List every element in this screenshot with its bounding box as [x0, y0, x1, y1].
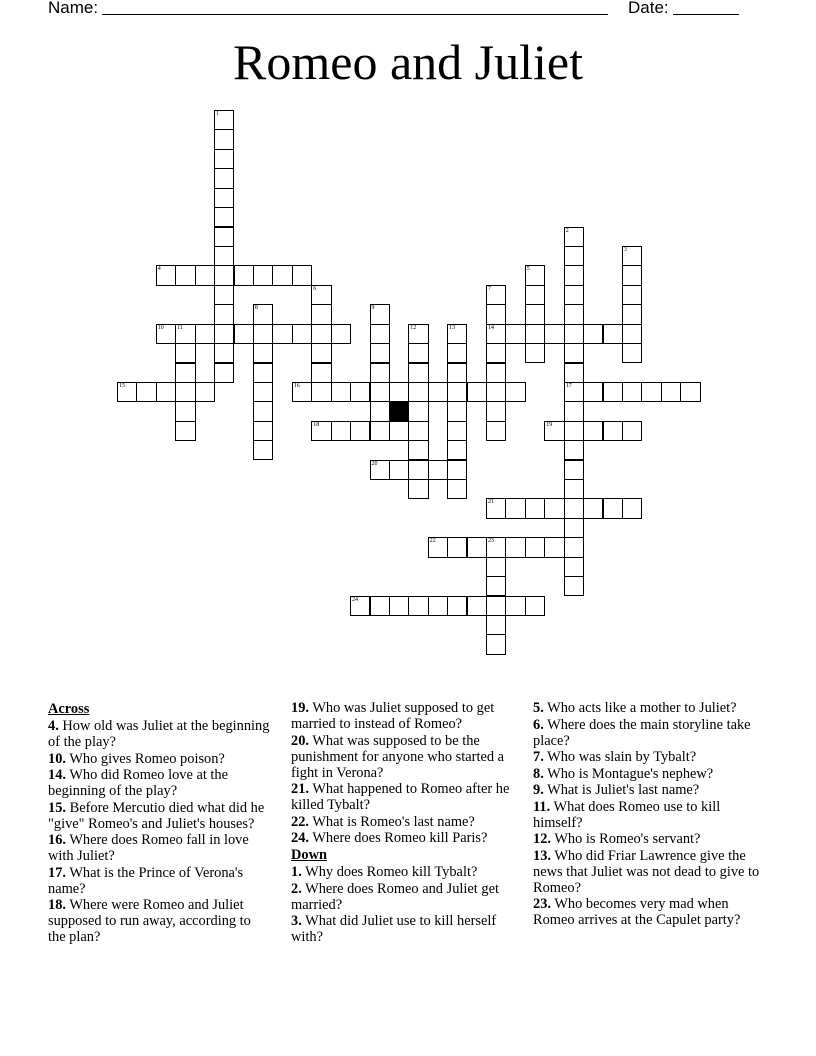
grid-cell[interactable]: [486, 557, 506, 577]
grid-cell[interactable]: [564, 576, 584, 596]
grid-cell[interactable]: [564, 246, 584, 266]
clue-number: 6.: [533, 716, 544, 733]
grid-cell[interactable]: [486, 596, 506, 616]
clue-number: 24.: [291, 830, 309, 846]
cell-number: 14: [488, 324, 494, 331]
across-heading: Across: [48, 701, 90, 717]
grid-cell[interactable]: [253, 401, 273, 421]
clue-across-16: [48, 832, 270, 864]
clue-down-11: [533, 799, 769, 831]
grid-cell[interactable]: [408, 382, 428, 402]
clue-text: What is Juliet's last name?: [547, 782, 700, 798]
clue-number: 5.: [533, 700, 544, 716]
clue-down-23: [533, 896, 769, 928]
clue-across-20: [291, 733, 527, 781]
grid-cell[interactable]: [408, 440, 428, 460]
grid-cell[interactable]: [408, 401, 428, 421]
grid-cell[interactable]: [156, 265, 176, 285]
cell-number: 18: [313, 421, 320, 428]
grid-cell[interactable]: [331, 324, 351, 344]
grid-cell[interactable]: [253, 421, 273, 441]
grid-cell[interactable]: [564, 479, 584, 499]
cell-number: 2: [565, 227, 569, 234]
grid-cell[interactable]: [447, 401, 467, 421]
grid-cell[interactable]: [350, 596, 370, 616]
grid-cell[interactable]: [505, 382, 525, 402]
clue-number: 13.: [533, 847, 551, 864]
grid-cell[interactable]: [447, 440, 467, 460]
clues-column-1: [48, 700, 270, 946]
grid-cell[interactable]: [564, 537, 584, 557]
clue-number: 11.: [533, 798, 551, 815]
grid-cell[interactable]: [447, 596, 467, 616]
grid-cell[interactable]: [583, 421, 603, 441]
grid-cell[interactable]: [486, 401, 506, 421]
cell-number: 22: [429, 538, 436, 545]
clue-number: 15.: [48, 799, 66, 816]
grid-cell[interactable]: [311, 304, 331, 324]
grid-cell[interactable]: [583, 498, 603, 518]
grid-cell[interactable]: [564, 460, 584, 480]
grid-cell[interactable]: [214, 343, 234, 363]
grid-cell[interactable]: [408, 596, 428, 616]
clue-down-7: [533, 749, 769, 765]
clue-across-15: [48, 800, 270, 832]
clue-number: 2.: [291, 880, 302, 897]
grid-cell[interactable]: [175, 363, 195, 383]
down-heading: Down: [291, 847, 327, 863]
grid-cell[interactable]: [389, 596, 409, 616]
grid-cell[interactable]: [428, 537, 448, 557]
grid-cell[interactable]: [564, 227, 584, 247]
date-label: Date:: [628, 0, 669, 17]
clue-number: 9.: [533, 782, 544, 798]
clue-number: 3.: [291, 913, 302, 929]
clue-text: Who acts like a mother to Juliet?: [547, 700, 737, 716]
grid-cell[interactable]: [486, 634, 506, 654]
grid-cell[interactable]: [214, 304, 234, 324]
cell-number: 6: [313, 285, 317, 292]
grid-cell[interactable]: [214, 188, 234, 208]
cell-number: 9: [371, 305, 375, 312]
grid-cell[interactable]: [622, 498, 642, 518]
grid-cell[interactable]: [311, 421, 331, 441]
grid-cell[interactable]: [564, 498, 584, 518]
cell-number: 10: [157, 324, 164, 331]
grid-cell[interactable]: [156, 324, 176, 344]
grid-cell[interactable]: [370, 460, 390, 480]
clue-text: What did Juliet use to kill herself with?: [291, 913, 497, 945]
grid-cell[interactable]: [331, 421, 351, 441]
grid-cell[interactable]: [583, 324, 603, 344]
grid-cell[interactable]: [486, 285, 506, 305]
grid-cell[interactable]: [544, 498, 564, 518]
grid-cell[interactable]: [525, 324, 545, 344]
grid-cell[interactable]: [253, 343, 273, 363]
grid-cell[interactable]: [214, 363, 234, 383]
clue-text: Where does Romeo fall in love with Juliet?: [48, 832, 249, 864]
clue-text: Who was Juliet supposed to get married to instead of Romeo?: [291, 700, 495, 732]
grid-cell[interactable]: [622, 421, 642, 441]
grid-cell[interactable]: [214, 246, 234, 266]
grid-cell[interactable]: [370, 343, 390, 363]
grid-cell[interactable]: [486, 324, 506, 344]
clue-number: 23.: [533, 896, 551, 912]
grid-cell[interactable]: [641, 382, 661, 402]
grid-cell[interactable]: [370, 324, 390, 344]
grid-cell[interactable]: [311, 343, 331, 363]
grid-cell[interactable]: [292, 324, 312, 344]
clue-number: 12.: [533, 831, 551, 847]
grid-cell[interactable]: [350, 382, 370, 402]
grid-cell[interactable]: [370, 304, 390, 324]
grid-cell[interactable]: [486, 615, 506, 635]
clue-number: 14.: [48, 767, 66, 783]
grid-cell[interactable]: [486, 537, 506, 557]
grid-cell[interactable]: [195, 382, 215, 402]
grid-cell[interactable]: [214, 168, 234, 188]
grid-cell[interactable]: [622, 304, 642, 324]
grid-cell[interactable]: [447, 537, 467, 557]
cell-number: 17: [565, 382, 572, 389]
grid-cell[interactable]: [370, 596, 390, 616]
clue-down-13: [533, 848, 769, 896]
grid-cell[interactable]: [544, 537, 564, 557]
cell-number: 20: [371, 460, 378, 467]
grid-cell[interactable]: [253, 304, 273, 324]
grid-cell[interactable]: [408, 460, 428, 480]
grid-cell[interactable]: [253, 265, 273, 285]
grid-cell[interactable]: [505, 498, 525, 518]
grid-cell[interactable]: [544, 324, 564, 344]
grid-cell[interactable]: [253, 382, 273, 402]
grid-cell[interactable]: [583, 382, 603, 402]
grid-cell[interactable]: [564, 285, 584, 305]
grid-cell[interactable]: [603, 421, 623, 441]
grid-cell[interactable]: [603, 324, 623, 344]
clue-across-21: [291, 781, 527, 813]
cell-number: 13: [449, 324, 456, 331]
cell-number: 23: [488, 538, 494, 545]
cell-number: 21: [488, 499, 494, 506]
grid-cell[interactable]: [622, 265, 642, 285]
clue-across-19: [291, 700, 527, 732]
clue-across-24: [291, 830, 527, 846]
clue-number: 10.: [48, 750, 66, 767]
clue-across-10: [48, 751, 270, 767]
grid-cell[interactable]: [447, 363, 467, 383]
grid-cell[interactable]: [214, 149, 234, 169]
clue-text: Who did Romeo love at the beginning of the play?: [48, 767, 229, 799]
grid-cell[interactable]: [525, 265, 545, 285]
clue-text: What is the Prince of Verona's name?: [48, 864, 244, 897]
grid-cell[interactable]: [486, 498, 506, 518]
grid-cell[interactable]: [408, 343, 428, 363]
grid-cell[interactable]: [214, 207, 234, 227]
grid-cell[interactable]: [525, 285, 545, 305]
grid-cell[interactable]: [680, 382, 700, 402]
grid-cell[interactable]: [467, 596, 487, 616]
grid-cell[interactable]: [486, 363, 506, 383]
clue-down-6: [533, 717, 769, 749]
clue-text: How old was Juliet at the beginning of the play?: [48, 718, 270, 750]
grid-cell[interactable]: [564, 304, 584, 324]
clue-across-4: [48, 718, 270, 750]
grid-cell[interactable]: [622, 324, 642, 344]
cell-number: 7: [488, 285, 491, 292]
clue-down-1: [291, 864, 527, 880]
grid-cell[interactable]: [272, 324, 292, 344]
grid-cell[interactable]: [175, 382, 195, 402]
grid-cell[interactable]: [234, 324, 254, 344]
grid-cell[interactable]: [564, 343, 584, 363]
grid-cell[interactable]: [447, 460, 467, 480]
grid-cell[interactable]: [195, 265, 215, 285]
grid-cell[interactable]: [486, 304, 506, 324]
grid-cell[interactable]: [447, 421, 467, 441]
grid-cell[interactable]: [505, 537, 525, 557]
grid-cell[interactable]: [370, 421, 390, 441]
page-title: Romeo and Juliet: [233, 34, 583, 90]
cell-number: 11: [177, 324, 184, 331]
grid-cell[interactable]: [389, 460, 409, 480]
grid-cell[interactable]: [564, 324, 584, 344]
grid-cell[interactable]: [175, 401, 195, 421]
grid-cell[interactable]: [525, 498, 545, 518]
grid-cell[interactable]: [428, 460, 448, 480]
clue-text: Who is Montague's nephew?: [547, 765, 714, 782]
clue-text: Who becomes very mad when Romeo arrives at the Capulet party?: [533, 896, 741, 928]
grid-cell[interactable]: [661, 382, 681, 402]
clue-down-8: [533, 766, 769, 782]
clue-text: What does Romeo use to kill himself?: [533, 798, 721, 831]
grid-cell[interactable]: [175, 324, 195, 344]
clue-down-9: [533, 782, 769, 798]
grid-cell[interactable]: [525, 596, 545, 616]
grid-cell[interactable]: [505, 596, 525, 616]
clue-text: Who gives Romeo poison?: [69, 750, 225, 767]
clue-text: Who is Romeo's servant?: [554, 831, 701, 847]
clue-down-5: [533, 700, 769, 716]
cell-number: 3: [623, 246, 627, 253]
grid-cell[interactable]: [486, 576, 506, 596]
grid-cell[interactable]: [603, 498, 623, 518]
grid-cell[interactable]: [389, 382, 409, 402]
clue-number: 21.: [291, 781, 309, 797]
grid-cell[interactable]: [447, 324, 467, 344]
clue-across-17: [48, 865, 270, 897]
grid-cell[interactable]: [447, 382, 467, 402]
grid-cell[interactable]: [331, 382, 351, 402]
grid-cell[interactable]: [467, 382, 487, 402]
grid-cell[interactable]: [486, 382, 506, 402]
clue-number: 22.: [291, 813, 309, 830]
clue-across-22: [291, 814, 527, 830]
grid-cell[interactable]: [311, 324, 331, 344]
grid-cell[interactable]: [525, 304, 545, 324]
clue-number: 7.: [533, 749, 544, 765]
grid-cell[interactable]: [117, 382, 137, 402]
grid-cell[interactable]: [564, 363, 584, 383]
grid-cell[interactable]: [214, 110, 234, 130]
clue-text: Who was slain by Tybalt?: [547, 749, 697, 765]
grid-cell[interactable]: [408, 421, 428, 441]
grid-cell[interactable]: [408, 363, 428, 383]
grid-cell[interactable]: [272, 265, 292, 285]
grid-cell[interactable]: [136, 382, 156, 402]
grid-cell[interactable]: [311, 382, 331, 402]
clue-text: Why does Romeo kill Tybalt?: [305, 864, 478, 880]
grid-cell[interactable]: [564, 421, 584, 441]
clue-number: 17.: [48, 864, 66, 881]
clue-across-18: [48, 897, 270, 945]
grid-cell[interactable]: [622, 285, 642, 305]
grid-cell[interactable]: [175, 421, 195, 441]
cell-number: 8: [254, 305, 258, 312]
grid-cell[interactable]: [214, 265, 234, 285]
grid-cell[interactable]: [564, 265, 584, 285]
clue-number: 4.: [48, 718, 59, 734]
grid-cell[interactable]: [486, 421, 506, 441]
grid-cell[interactable]: [544, 421, 564, 441]
clue-number: 20.: [291, 732, 309, 749]
grid-cell[interactable]: [253, 324, 273, 344]
grid-cell[interactable]: [311, 363, 331, 383]
grid-cell[interactable]: [311, 285, 331, 305]
cell-number: 12: [410, 324, 417, 331]
clue-down-2: [291, 881, 527, 913]
clue-text: Where were Romeo and Juliet supposed to run away, according to the plan?: [48, 897, 251, 945]
grid-cell[interactable]: [622, 343, 642, 363]
clue-across-14: [48, 767, 270, 799]
cell-number: 1: [216, 111, 220, 117]
clue-number: 18.: [48, 897, 66, 913]
grid-cell[interactable]: [253, 363, 273, 383]
grid-cell[interactable]: [214, 285, 234, 305]
grid-cell[interactable]: [525, 343, 545, 363]
clue-number: 19.: [291, 700, 309, 716]
clue-down-3: [291, 913, 527, 945]
grid-cell[interactable]: [564, 557, 584, 577]
cell-number: 24: [352, 596, 358, 603]
grid-cell[interactable]: [408, 324, 428, 344]
grid-cell[interactable]: [370, 401, 390, 421]
clue-text: What happened to Romeo after he killed Tybalt?: [291, 781, 510, 813]
clue-down-12: [533, 831, 769, 847]
grid-cell[interactable]: [350, 421, 370, 441]
grid-cell[interactable]: [447, 479, 467, 499]
grid-cell[interactable]: [525, 537, 545, 557]
grid-cell[interactable]: [486, 343, 506, 363]
grid-cell[interactable]: [370, 382, 390, 402]
clue-text: Where does the main storyline take place?: [533, 716, 751, 749]
grid-cell[interactable]: [564, 401, 584, 421]
clue-number: 1.: [291, 864, 302, 880]
grid-cell[interactable]: [408, 479, 428, 499]
clue-text: What is Romeo's last name?: [312, 813, 475, 830]
cell-number: 15: [119, 382, 125, 389]
grid-cell[interactable]: [175, 343, 195, 363]
grid-cell[interactable]: [622, 382, 642, 402]
clue-text: What was supposed to be the punishment for anyone who started a fight in Verona?: [291, 732, 505, 781]
grid-cell[interactable]: [253, 440, 273, 460]
grid-cell[interactable]: [447, 343, 467, 363]
grid-cell[interactable]: [175, 265, 195, 285]
clue-text: Before Mercutio died what did he "give" Romeo's and Juliet's houses?: [48, 799, 265, 832]
black-cell: [389, 401, 409, 421]
grid-cell[interactable]: [622, 246, 642, 266]
grid-cell[interactable]: [505, 324, 525, 344]
grid-cell[interactable]: [564, 440, 584, 460]
grid-cell[interactable]: [603, 382, 623, 402]
grid-cell[interactable]: [428, 596, 448, 616]
grid-cell[interactable]: [564, 518, 584, 538]
grid-cell[interactable]: [234, 265, 254, 285]
grid-cell[interactable]: [214, 227, 234, 247]
grid-cell[interactable]: [292, 382, 312, 402]
cell-number: 16: [293, 382, 300, 389]
grid-cell[interactable]: [564, 382, 584, 402]
grid-cell[interactable]: [195, 324, 215, 344]
clues-column-2: [291, 700, 527, 946]
grid-cell[interactable]: [428, 382, 448, 402]
cell-number: 5: [526, 266, 530, 273]
grid-cell[interactable]: [389, 421, 409, 441]
clue-text: Where does Romeo and Juliet get married?: [291, 880, 499, 913]
clue-number: 16.: [48, 832, 66, 848]
grid-cell[interactable]: [214, 324, 234, 344]
clue-number: 8.: [533, 765, 544, 782]
grid-cell[interactable]: [370, 363, 390, 383]
grid-cell[interactable]: [214, 129, 234, 149]
clues-column-3: [533, 700, 769, 929]
name-label: Name:: [48, 0, 99, 17]
clue-text: Where does Romeo kill Paris?: [312, 830, 488, 846]
clue-text: Who did Friar Lawrence give the news that Juliet was not dead to give to Romeo?: [533, 847, 760, 896]
grid-cell[interactable]: [292, 265, 312, 285]
cell-number: 4: [157, 266, 161, 273]
grid-cell[interactable]: [156, 382, 176, 402]
cell-number: 19: [546, 421, 553, 428]
grid-cell[interactable]: [467, 537, 487, 557]
